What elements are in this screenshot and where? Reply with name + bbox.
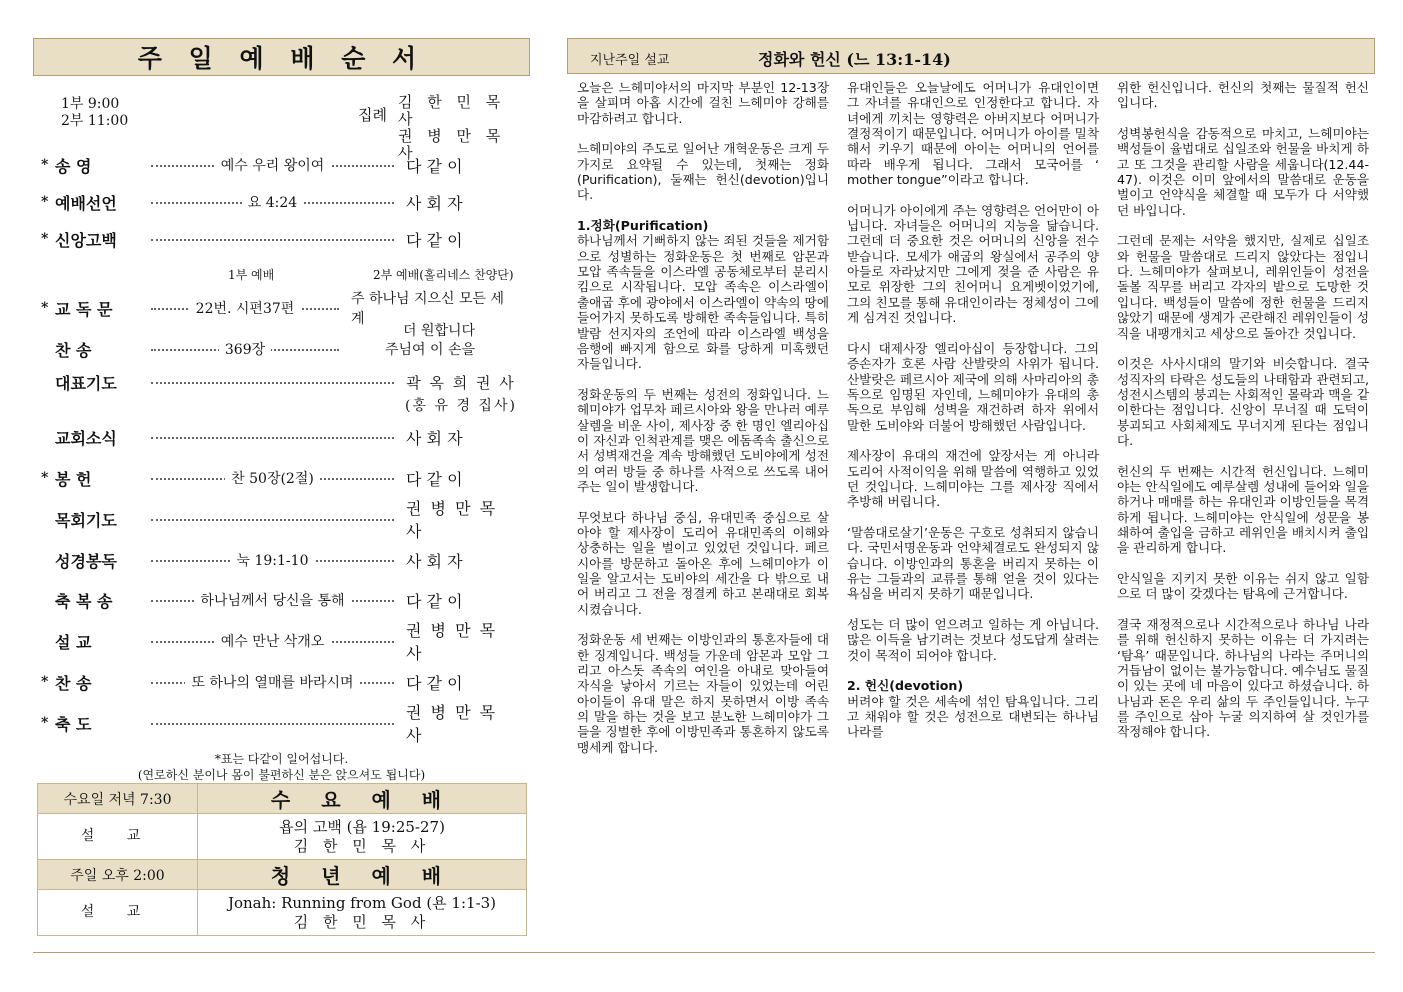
youth-preacher: 김 한 민 목 사 <box>293 912 431 931</box>
sermon-column-1 <box>577 80 829 950</box>
prayer-extra: (홍 유 경 집사) <box>405 398 517 414</box>
order-row-8 <box>41 465 522 491</box>
other-services-table <box>37 783 527 936</box>
responsive-reading-extra: 더 원합니다 <box>403 323 476 339</box>
sermon-column-2 <box>847 80 1099 950</box>
order-detail: 눅 19:1-10 <box>231 550 315 570</box>
order-label: 교회소식 <box>55 428 117 448</box>
order-row-7 <box>41 424 522 450</box>
service-2-header: 2부 예배(홀리네스 찬양단) <box>373 268 514 282</box>
order-person: 다 같 이 <box>406 156 463 176</box>
order-person: 다 같 이 <box>406 230 463 250</box>
leader-1: 김 한 민 목 사 <box>398 93 506 128</box>
youth-body-row <box>38 890 527 936</box>
order-person: 사 회 자 <box>406 193 463 213</box>
wednesday-role: 설 교 <box>38 814 198 860</box>
leader-2: 권 병 만 목 사 <box>398 127 506 162</box>
order-row-5 <box>41 336 522 362</box>
paragraph: 어머니가 아이에게 주는 영향력은 언어만이 아닙니다. 자녀들은 어머니의 지능을 닮습니다. 그런데 더 중요한 것은 어머니의 신앙을 전수받습니다. 모세가 애굽의 왕실에서 공주의 양아들로 자라났지만 그에게 젖을 준 사람은 유모로 위장한 그의 친어머니 요게벳이었기에, 그의 친모를 통해 유대인이라는 정체성이 그에게 심겨진 것입니다. <box>847 202 1099 326</box>
order-person: 사 회 자 <box>406 551 463 571</box>
youth-name: 청 년 예 배 <box>198 860 527 890</box>
paragraph: 정화운동의 두 번째는 성전의 정화입니다. 느헤미야가 업무차 페르시아와 왕을 만나러 예루살렘을 비운 사이, 제사장 중 한 명인 엘리아십이 자신과 인척관계를 맺은 에돔족속 출신으로서 성벽재건을 계속 방해했던 도비야에게 성전의 여러 방들 중 하나를 사적으로 쓰도록 내어주는 일이 발생합니다. <box>577 386 829 494</box>
order-person: 주님여 이 손을 <box>384 342 476 358</box>
order-label: 예배선언 <box>55 193 117 213</box>
paragraph: 오늘은 느헤미야서의 마지막 부분인 12-13장을 살피며 아홉 시간에 걸친 느헤미야 강해를 마감하려고 합니다. <box>577 80 829 126</box>
seated-note: (연로하신 분이나 몸이 불편하신 분은 앉으셔도 됩니다) <box>137 768 426 782</box>
sermon-title: 정화와 헌신 (느 13:1-14) <box>758 50 951 69</box>
order-row-1 <box>41 152 522 178</box>
order-detail: 또 하나의 열매를 바라시며 <box>185 672 359 692</box>
order-label: 신앙고백 <box>55 230 117 250</box>
leader-label: 집례 <box>358 106 387 124</box>
youth-text: Jonah: Running from God (욘 1:1-3) <box>227 893 497 912</box>
order-person: 다 같 이 <box>406 469 463 489</box>
youth-role: 설 교 <box>38 890 198 936</box>
order-row-4 <box>41 291 522 327</box>
order-label: 송 영 <box>55 156 92 176</box>
order-row-2 <box>41 189 522 215</box>
section-heading: 2. 헌신(devotion) <box>847 678 964 694</box>
order-row-6 <box>41 369 522 395</box>
standing-note: *표는 다같이 일어섭니다. <box>214 752 349 766</box>
paragraph: 성벽봉헌식을 감동적으로 마치고, 느헤미야는 백성들이 율법대로 십일조와 헌물을 바치게 하고 또 그것을 관리할 사람을 세웁니다(12.44-47). 이것은 이미 앞에서의 말씀대로 운동을 벌이고 언약식을 체결할 때 모두가 다 서약했던 바입니다. <box>1117 126 1369 218</box>
wednesday-preacher: 김 한 민 목 사 <box>293 836 431 855</box>
order-row-12 <box>41 621 522 663</box>
paragraph: 헌신의 두 번째는 시간적 헌신입니다. 느헤미야는 안식일에도 예루살렘 성내에 들어와 일을 하거나 매매를 하는 유대인과 이방인들을 목격하게 됩니다. 느헤미야는 안식일에 성문을 봉쇄하여 출입을 금하고 레위인을 배치시켜 출입을 관리하게 합니다. <box>1117 463 1369 556</box>
wednesday-time: 수요일 저녁 7:30 <box>38 784 198 814</box>
paragraph: 위한 헌신입니다. 헌신의 첫째는 물질적 헌신입니다. <box>1117 80 1369 111</box>
paragraph: 다시 대제사장 엘리아십이 등장합니다. 그의 증손자가 호론 사람 산발랏의 사위가 됩니다. 산발랏은 페르시아 제국에 의해 사마리아의 총독으로 임명된 자인데, 느헤미야가 유대의 총독으로 부임해 성벽을 재건하려 하자 위에서 말한 도비야와 더불어 방해했던 사람입니다. <box>847 340 1099 433</box>
order-label: 찬 송 <box>55 340 92 360</box>
youth-time: 주일 오후 2:00 <box>38 860 198 890</box>
service-time-2: 2부 11:00 <box>61 113 129 129</box>
paragraph: 느헤미야의 주도로 일어난 개혁운동은 크게 두 가지로 요약될 수 있는데, 첫째는 정화(Purification), 둘째는 헌신(devotion)입니다. <box>577 141 829 203</box>
order-detail: 22번. 시편37편 <box>190 298 301 318</box>
order-person: 사 회 자 <box>406 428 463 448</box>
paragraph: 무엇보다 하나님 중심, 유대민족 중심으로 살아야 할 제사장이 도리어 유대민족의 이해와 상충하는 일을 벌이고 있었던 것입니다. 페르시아를 방문하고 돌아온 후에 느헤미야가 이 일을 알고서는 도비야의 세간을 다 밖으로 내어 버리고 그 전을 정결케 하고 본래대로 회복시켰습니다. <box>577 509 829 617</box>
standing-mark: * <box>41 715 49 731</box>
order-row-10 <box>41 547 522 573</box>
order-row-3 <box>41 226 522 252</box>
service-time-1: 1부 9:00 <box>61 96 120 112</box>
order-label: 목회기도 <box>55 510 117 530</box>
order-row-9 <box>41 499 522 541</box>
order-detail: 찬 50장(2절) <box>225 468 320 488</box>
order-person: 권 병 만 목 사 <box>406 499 498 541</box>
standing-mark: * <box>41 157 49 173</box>
order-label: 설 교 <box>55 632 92 652</box>
order-label: 봉 헌 <box>55 469 92 489</box>
service-times <box>61 96 128 130</box>
bottom-divider <box>33 952 1375 953</box>
paragraph: 이것은 사사시대의 말기와 비슷합니다. 결국 성직자의 타락은 성도들의 나태함과 관련되고, 성전시스템의 붕괴는 사회적인 몰락과 맥을 같이한다는 점입니다. 신앙이 무너질 때 도덕이 붕괴되고 사회체제도 무너지게 된다는 점입니다. <box>1117 356 1369 448</box>
order-person: 권 병 만 목 사 <box>406 703 498 745</box>
order-label: 축 복 송 <box>55 591 113 611</box>
youth-header-row <box>38 860 527 890</box>
section-heading: 1.정화(Purification) <box>577 218 709 234</box>
standing-mark: * <box>41 194 49 210</box>
standing-mark: * <box>41 231 49 247</box>
paragraph: 유대인들은 오늘날에도 어머니가 유대인이면 그 자녀를 유대인으로 인정한다고 합니다. 자녀에게 끼치는 영향력은 아버지보다 어머니가 결정적이기 때문입니다. 어머니가 아이를 밀착해서 키우기 때문에 아이는 어머니의 언어를 따라 배우게 됩니다. 그래서 모국어를 ‘ mother tongue”이라고 합니다. <box>847 80 1099 188</box>
youth-detail <box>198 890 527 936</box>
sermon-panel <box>567 38 1375 952</box>
wednesday-header-row <box>38 784 527 814</box>
order-label: 대표기도 <box>55 373 117 393</box>
standing-mark: * <box>41 470 49 486</box>
sermon-tag: 지난주일 설교 <box>590 53 670 68</box>
service-1-header: 1부 예배 <box>228 268 275 282</box>
order-person: 주 하나님 지으신 모든 세계 <box>351 291 505 327</box>
order-detail: 요 4:24 <box>242 192 303 212</box>
order-label: 축 도 <box>55 714 92 734</box>
order-row-11 <box>41 587 522 613</box>
order-person: 다 같 이 <box>406 673 463 693</box>
standing-mark: * <box>41 300 49 316</box>
order-label: 찬 송 <box>55 673 92 693</box>
paragraph: ‘말씀대로살기’운동은 구호로 성취되지 않습니다. 국민서명운동과 언약체결로도 완성되지 않습니다. 이방인과의 통혼을 버리지 못하는 이유는 그들과의 교류를 통해 얻을 것이 있다는 욕심을 버리지 못하기 때문입니다. <box>847 524 1099 602</box>
wednesday-body-row <box>38 814 527 860</box>
order-person: 권 병 만 목 사 <box>406 621 498 663</box>
paragraph: 성도는 더 많이 얻으려고 일하는 게 아닙니다. 많은 이득을 남기려는 것보다 성도답게 살려는 것이 목적이 되어야 합니다. <box>847 617 1099 663</box>
standing-mark: * <box>41 674 49 690</box>
order-person: 다 같 이 <box>406 591 463 611</box>
worship-order-title: 주 일 예 배 순 서 <box>33 38 530 76</box>
worship-order-panel <box>33 38 530 938</box>
sermon-column-3 <box>1117 80 1369 950</box>
paragraph: 안식일을 지키지 못한 이유는 쉬지 않고 일함으로 더 많이 갖겠다는 탐욕에 근거합니다. <box>1117 571 1369 602</box>
paragraph: 그런데 문제는 서약을 했지만, 실제로 십일조와 헌물을 말씀대로 드리지 않았다는 점입니다. 느헤미야가 살펴보니, 레위인들이 성전을 돌볼 직무를 버리고 각자의 밭으로 도망한 것입니다. 백성들이 말씀에 정한 헌물을 드리지 않았기 때문에 생계가 곤란해진 레위인들이 성직을 내팽개치고 세상으로 돌아간 것입니다. <box>1117 233 1369 341</box>
order-label: 교 독 문 <box>55 299 113 319</box>
order-detail: 369장 <box>219 339 271 359</box>
order-detail: 하나님께서 당신을 통해 <box>194 590 350 610</box>
order-label: 성경봉독 <box>55 551 117 571</box>
sermon-header <box>567 38 1375 74</box>
wednesday-name: 수 요 예 배 <box>198 784 527 814</box>
wednesday-detail <box>198 814 527 860</box>
paragraph: 결국 재정적으로나 시간적으로나 하나님 나라를 위해 헌신하지 못하는 이유는 더 가지려는 ‘탐욕’ 때문입니다. 하나님의 나라는 주머니의 거듭남이 없이는 불가능합니다. 예수님도 물질이 있는 곳에 네 마음이 있다고 하셨습니다. 하나님과 돈은 우리 삶의 두 주인들입니다. 누구를 주인으로 삼아 누굴 의지하여 살 것인가를 작정해야 합니다. <box>1117 617 1369 740</box>
wednesday-text: 욥의 고백 (욥 19:25-27) <box>279 817 445 836</box>
order-detail: 예수 우리 왕이여 <box>215 155 331 175</box>
paragraph: 정화운동 세 번째는 이방인과의 통혼자들에 대한 징계입니다. 백성들 가운데 암몬과 모압 그리고 아스돗 족속의 여인을 아내로 맞아들여 자식을 낳아서 기르는 자들이 있었는데 어린 아이들이 유대 말은 하지 못하면서 이방 족속의 말을 하는 것을 보고 분노한 느헤미야가 그들을 징벌한 후에 이방민족과 통혼하지 않도록 맹세케 합니다. <box>577 632 829 755</box>
order-row-13 <box>41 669 522 695</box>
order-detail: 예수 만난 삭개오 <box>215 631 331 651</box>
paragraph: 하나님께서 기뻐하지 않는 죄된 것들을 제거함으로 성별하는 정화운동은 첫 번째로 암몬과 모압 족속들을 이스라엘 공동체로부터 분리시킴으로 시작됩니다. 모압 족속은 이스라엘이 출애굽 후에 광야에서 이스라엘이 약속의 땅에 들어가지 못하도록 방해한 족속들입니다. 특히 발람 선지자의 조언에 따라 이스라엘 백성을 음행에 빠지게 함으로 화를 당하게 미혹했던 자들입니다. <box>577 233 829 372</box>
order-row-14 <box>41 703 522 745</box>
order-person: 곽 옥 희 권 사 <box>406 373 516 392</box>
paragraph: 제사장이 유대의 재건에 앞장서는 게 아니라 도리어 사적이익을 위해 말씀에 역행하고 있었던 것입니다. 느헤미야는 그를 제사장 직에서 추방해 버립니다. <box>847 448 1099 510</box>
paragraph: 버려야 할 것은 세속에 섞인 탐욕입니다. 그리고 채워야 할 것은 성전으로 대변되는 하나님 나라를 <box>847 693 1099 740</box>
